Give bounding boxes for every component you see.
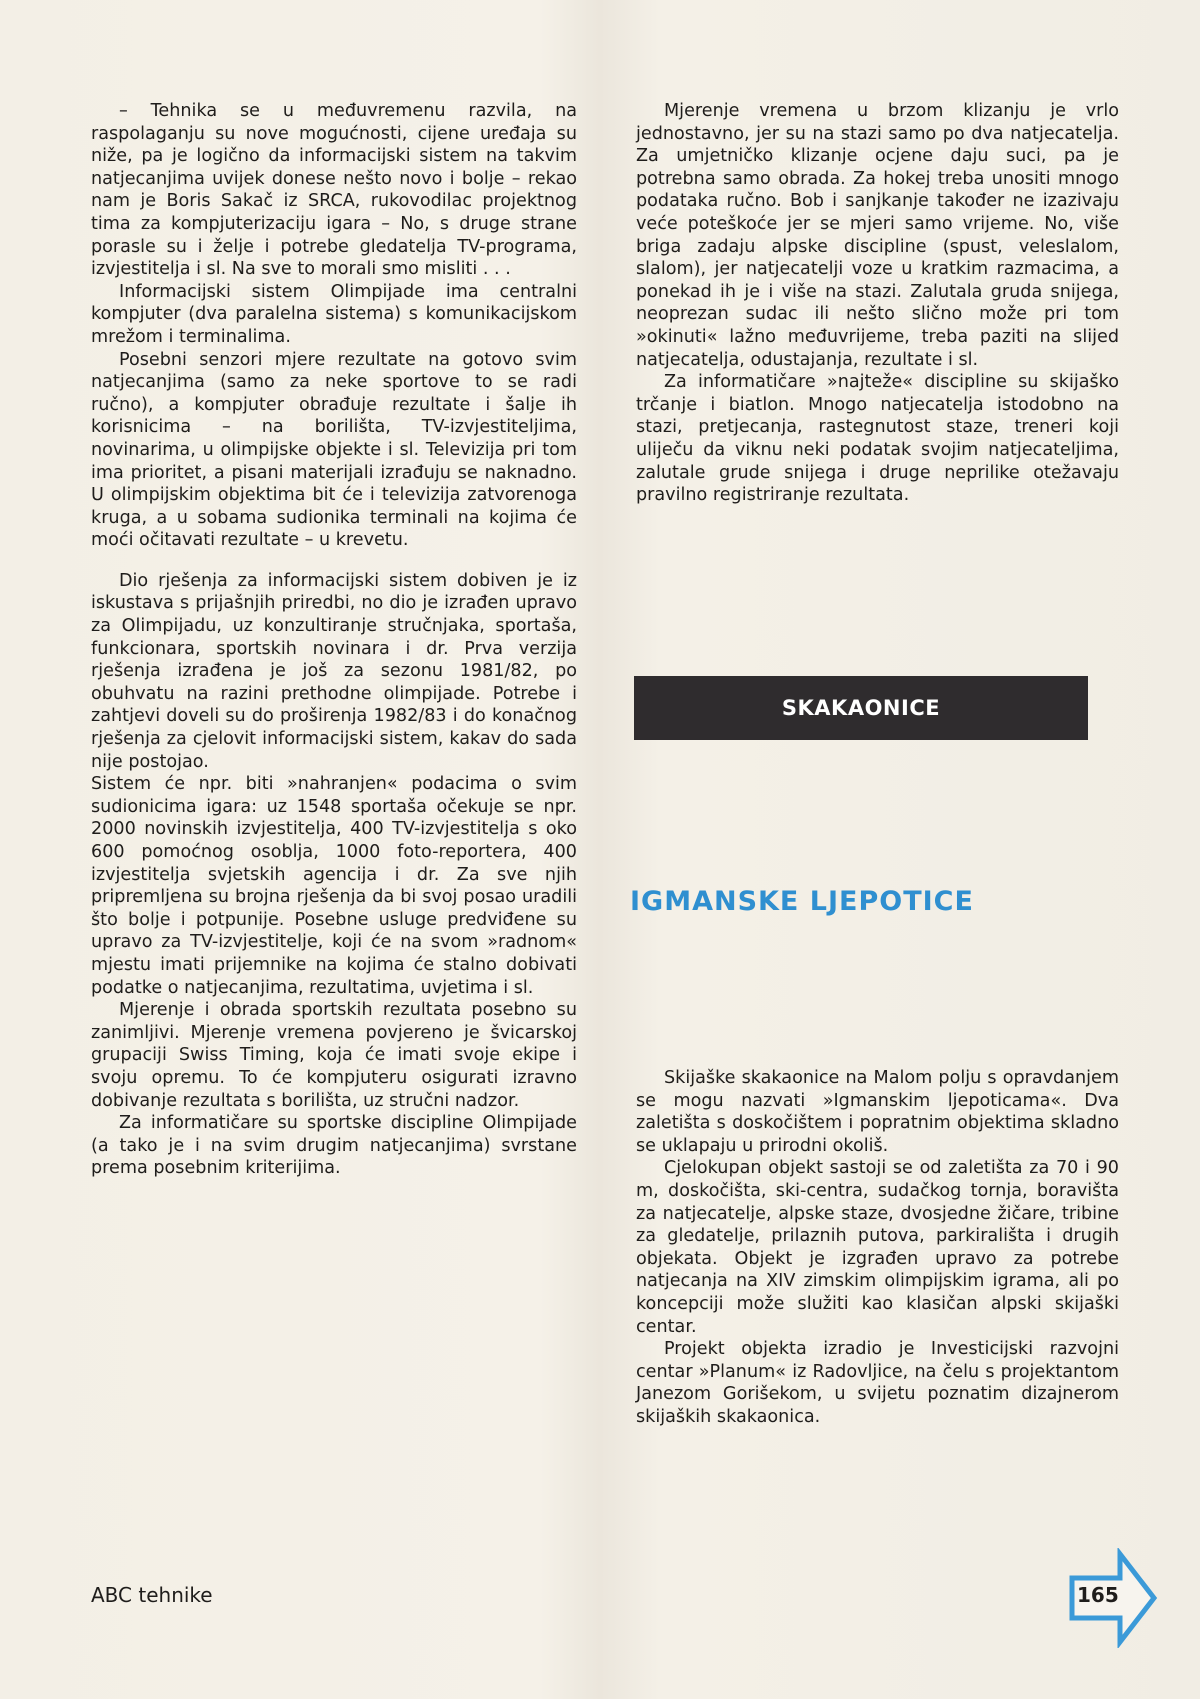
section-heading: IGMANSKE LJEPOTICE [630, 886, 974, 917]
paragraph: Posebni senzori mjere rezultate na gotovo svim natjecanjima (samo za neke sportove to se radi ručno), a kompjuter obrađuje rezultate i šalje ih korisnicima – na borilišta, TV-izvjestiteljima, novinarima, u olimpijske objekte i sl. Televizija pri tom ima prioritet, a pisani materijali izrađuju se naknadno. U olimpijskim objektima bit će i televizija zatvorenoga kruga, a u sobama sudionika terminali na kojima će moći očitavati rezultate – u krevetu. [91, 349, 577, 551]
paragraph: Sistem će npr. biti »nahranjen« podacima o svim sudionicima igara: uz 1548 sportaša očekuje se npr. 2000 novinskih izvjestitelja, 400 TV-izvjestitelja s oko 600 pomoćnog osoblja, 1000 foto-reportera, 400 izvjestitelja svjetskih agencija i dr. Za sve njih pripremljena su brojna rješenja da bi svoj posao uradili što bolje i potpunije. Posebne usluge predviđene su upravo za TV-izvjestitelje, koji će na svom »radnom« mjestu imati prijemnike na kojima će stalno dobivati podatke o natjecanjima, rezultatima, uvjetima i sl. [91, 774, 577, 998]
paragraph: Dio rješenja za informacijski sistem dobiven je iz iskustava s prijašnjih priredbi, no dio je izrađen upravo za Olimpijadu, uz konzultiranje stručnjaka, sportaša, funkcionara, sportskih novinara i dr. Prva verzija rješenja izrađena je još za sezonu 1981/82, po obuhvatu na razini prethodne olimpijade. Potrebe i zahtjevi doveli su do proširenja 1982/83 i do konačnog rješenja za cjelovit informacijski sistem, kakav do sada nije postojao. [91, 570, 577, 772]
right-column-bottom [636, 1067, 1119, 1429]
magazine-name: ABC tehnike [91, 1583, 213, 1607]
paragraph: Mjerenje i obrada sportskih rezultata posebno su zanimljivi. Mjerenje vremena povjereno je švicarskoj grupaciji Swiss Timing, koja će imati svoje ekipe i svoju opremu. To će kompjuteru osigurati izravno dobivanje rezultata s borilišta, uz stručni nadzor. [91, 1000, 577, 1111]
right-column-top [636, 100, 1119, 507]
paragraph: Skijaške skakaonice na Malom polju s opravdanjem se mogu nazvati »Igmanskim ljepoticama«. Dva zaletišta s doskočištem i popratnim objektima skladno se uklapaju u prirodni okoliš. [636, 1068, 1119, 1156]
left-column [91, 100, 577, 1180]
paragraph: Za informatičare »najteže« discipline su skijaško trčanje i biatlon. Mnogo natjecatelja istodobno na stazi, pretjecanja, rastegnutost staze, treneri koji uliječu da viknu neki podatak svojim natjecateljima, zalutale grude snijega i druge neprilike otežavaju pravilno registriranje rezultata. [636, 372, 1119, 506]
paragraph: – Tehnika se u međuvremenu razvila, na raspolaganju su nove mogućnosti, cijene uređaja su niže, pa je logično da informacijski sistem na takvim natjecanjima uvijek donese nešto novo i bolje – rekao nam je Boris Sakač iz SRCA, rukovodilac projektnog tima za kompjuterizaciju igara – No, s druge strane porasle su i želje i potrebe gledatelja TV-programa, izvjestitelja i sl. Na sve to morali smo misliti . . . [91, 101, 577, 280]
paragraph: Za informatičare su sportske discipline Olimpijade (a tako je i na svim drugim natjecanjima) svrstane prema posebnim kriterijima. [91, 1113, 577, 1179]
paragraph: Informacijski sistem Olimpijade ima centralni kompjuter (dva paralelna sistema) s komunikacijskom mrežom i terminalima. [91, 281, 577, 347]
paragraph: Projekt objekta izradio je Investicijski razvojni centar »Planum« iz Radovljice, na čelu s projektantom Janezom Gorišekom, u svijetu poznatim dizajnerom skijaških skakaonica. [636, 1339, 1119, 1427]
paragraph: Cjelokupan objekt sastoji se od zaletišta za 70 i 90 m, doskočišta, ski-centra, sudačkog tornja, boravišta za natjecatelje, alpske staze, dvosjedne žičare, tribine za gledatelje, prilaznih putova, parkirališta i drugih objekata. Objekt je izgrađen upravo za potrebe natjecanja na XIV zimskim olimpijskim igrama, ali po koncepciji može služiti kao klasičan alpski skijaški centar. [636, 1158, 1119, 1337]
page-number: 165 [1077, 1583, 1119, 1607]
paragraph: Mjerenje vremena u brzom klizanju je vrlo jednostavno, jer su na stazi samo po dva natjecatelja. Za umjetničko klizanje ocjene daju suci, pa je potrebna samo obrada. Za hokej treba unositi mnogo podataka ručno. Bob i sanjkanje također ne izazivaju veće poteškoće jer se mjeri samo vrijeme. No, više briga zadaju alpske discipline (spust, veleslalom, slalom), jer natjecatelji voze u kratkim razmacima, a ponekad ih je i više na stazi. Zalutala gruda snijega, neoprezan sudac ili nešto slično može pri tom »okinuti« lažno međuvrijeme, treba paziti na slijed natjecatelja, odustajanja, rezultate i sl. [636, 101, 1119, 370]
section-banner: SKAKAONICE [634, 676, 1088, 740]
